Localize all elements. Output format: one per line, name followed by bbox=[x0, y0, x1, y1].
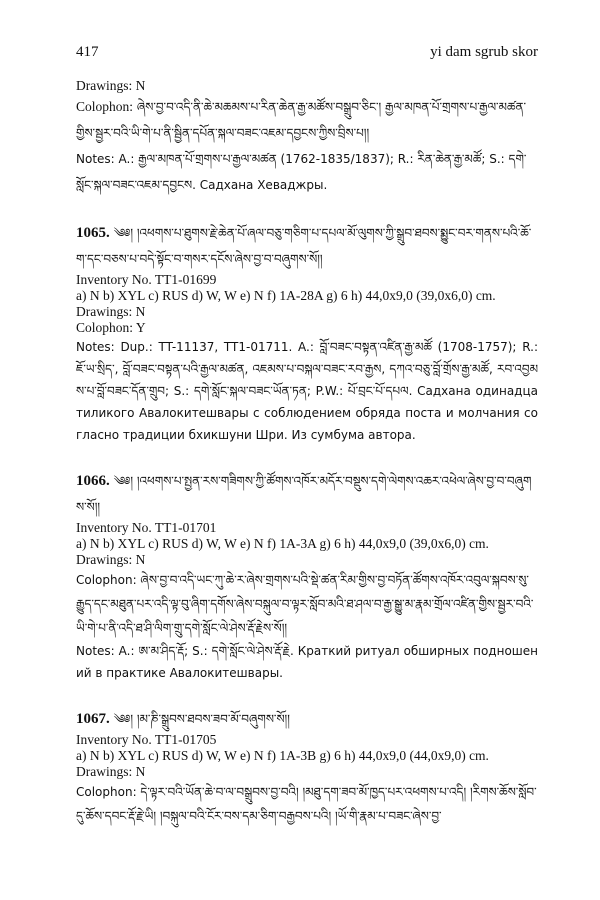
entry-number: 1066. bbox=[76, 473, 110, 489]
entry-number: 1067. bbox=[76, 711, 110, 727]
notes-line: Notes: Dup.: TT-11137, TT1-01711. A.: བློ་བཟང་བསྟན་འཛིན་རྒྱ་མཚོ (1708-1757); R.: ཇོ་ཡ་སྲིད་, བློ་བཟང་བསྟན་པའི་རྒྱལ་མཚན, འཇམས་པ་བསྐལ་བཟང་རབ་རྒྱས, དཀའ་བཅུ་བློ་གྲོས་རྒྱ་མཚོ, རབ་འབྱམས་པ་བློ་བཟང་དོན་གྲུབ; S.: དགེ་སློང་སྐལ་བཟང་ཡོན་ཏན; P.W.: པོ་བྲང་པོ་དཔལ. Садхана одинадцатиликого Авалокитешвары с соблюдением обряда поста и молчания согласно традиции бхикшуни Шри. Из сумбума автора. bbox=[76, 340, 538, 442]
colophon-line: Colophon: དེ་ལྟར་བའི་ཡོན་ཆེ་བ་ལ་བསྒྲུབས་བྱ་བའི། །མཐུ་དག་ཟབ་མོ་ཁྱད་པར་འཕགས་པ་འདི། །རིགས་ཆོས་སློབ་དུ་ཆོས་དབང་རྡོ་རྗེ་ཡི། །བསྐུལ་བའི་ངོར་བས་དམ་ཅིག་བརྒྱབས་པའི། །ཡོ་གི་རྣམ་པ་བཟང་ཞེས་བྱ་ bbox=[76, 785, 537, 823]
inventory-number: Inventory No. TT1-01699 bbox=[76, 272, 217, 287]
entry-details: a) N b) XYL c) RUS d) W, W e) N f) 1A-3A g) 6 h) 44,0x9,0 (39,0x6,0) cm. bbox=[76, 536, 489, 551]
drawings-line: Drawings: N bbox=[76, 304, 146, 319]
entry-heading bbox=[76, 706, 538, 732]
page-number: 417 bbox=[76, 44, 99, 60]
entry-title: ༄༅། །མ་ཎི་སྒྲུབས་ཐབས་ཟབ་མོ་བཞུགས་སོ།། bbox=[113, 712, 290, 726]
notes-line-cont: སློང་སྐལ་བཟང་འཇམ་དབྱངས. Садхана Хеваджры. bbox=[76, 178, 328, 192]
entry-heading bbox=[76, 220, 538, 272]
entry-number: 1065. bbox=[76, 225, 110, 241]
colophon-line bbox=[76, 94, 538, 146]
catalog-entry bbox=[76, 706, 538, 828]
notes-line: Notes: A.: རྒྱལ་མཁན་པོ་གྲགས་པ་རྒྱལ་མཚན (1762-1835/1837); R.: རིན་ཆེན་རྒྱ་མཚོ; S.: དགེ་ bbox=[76, 152, 527, 166]
entry-details: a) N b) XYL c) RUS d) W, W e) N f) 1A-28A g) 6 h) 44,0x9,0 (39,0x6,0) cm. bbox=[76, 288, 496, 303]
drawings-line: Drawings: N bbox=[76, 764, 146, 779]
catalog-entry bbox=[76, 220, 538, 446]
entry-title: ༄༅། །འཕགས་པ་ཐུགས་རྗེ་ཆེན་པོ་ཞལ་བཅུ་གཅིག་པ་དཔལ་མོ་ལུགས་ཀྱི་སྒྲུབ་ཐབས་སྨྱུང་བར་གནས་པའི་ཆོ་ག་དང་བཅས་པ་བདེ་སྟོང་བ་གསར་དངོས་ཞེས་བྱ་བ་བཞུགས་སོ།། bbox=[76, 226, 532, 266]
page-header bbox=[76, 44, 538, 61]
drawings-line: Drawings: N bbox=[76, 552, 146, 567]
colophon-line: Colophon: Y bbox=[76, 320, 146, 335]
running-title: yi dam sgrub skor bbox=[430, 44, 538, 60]
entry-continuation bbox=[76, 78, 538, 198]
page-content bbox=[76, 78, 538, 828]
drawings-line: Drawings: N bbox=[76, 78, 146, 93]
entry-heading bbox=[76, 468, 538, 520]
catalog-entry bbox=[76, 468, 538, 684]
colophon-label: Colophon: bbox=[76, 99, 134, 114]
inventory-number: Inventory No. TT1-01705 bbox=[76, 732, 217, 747]
colophon-line: Colophon: ཞེས་བྱ་བ་འདི་ཡང་ཀུ་ཆེ་ར་ཞེས་གྲགས་པའི་སྡེ་ཚན་རིམ་གྱིས་བྱ་བཏོན་ཚོགས་འཁོར་འབུལ་སྐབས་སུ་རྒྱུད་དང་མཐུན་པར་འདི་ལྟ་བུ་ཞིག་དགོས་ཞེས་བསྐུལ་བ་ལྟར་སློབ་མའི་ཐ་ཤལ་བ་རྒྱ་སྒྱུ་མ་རྣམ་གྲོལ་འཛིན་གྱིས་སྦྱར་བའི་ཡི་གེ་པ་ནི་འདི་ཐ་ཤི་ལིག་གྲུ་དགེ་སློང་ལེ་ཤེས་རྡོ་རྗེས་སོ།། bbox=[76, 573, 534, 635]
inventory-number: Inventory No. TT1-01701 bbox=[76, 520, 217, 535]
entry-title: ༄༅། །འཕགས་པ་སྤྱན་རས་གཟིགས་ཀྱི་ཚོགས་འཁོར་མདོར་བསྡུས་དགེ་ལེགས་འཆར་འཕེལ་ཞེས་བྱ་བ་བཞུགས་སོ།། bbox=[76, 474, 532, 514]
entry-details: a) N b) XYL c) RUS d) W, W e) N f) 1A-3B g) 6 h) 44,0x9,0 (44,0x9,0) cm. bbox=[76, 748, 489, 763]
notes-line: Notes: A.: ཨ་མ་ཤིད་རྡོ; S.: དགེ་སློང་ལེ་ཤེས་རྡོ་རྗེ. Краткий ритуал обширных подношений в практике Авалокитешвары. bbox=[76, 644, 538, 680]
colophon-text: ཞེས་བྱ་བ་འདི་ནི་ཆེ་མཆམས་པ་རིན་ཆེན་རྒྱ་མཚོས་བསྒྲུབ་ཅིང༌། རྒྱལ་མཁན་པོ་གྲགས་པ་རྒྱལ་མཚན་གྱིས་སྦྱར་བའི་ཡི་གེ་པ་ནི་སྦྱིན་དཔོན་སྐལ་བཟང་འཇམ་དབྱངས་ཀྱིས་བྲིས་པ།། bbox=[76, 100, 527, 140]
